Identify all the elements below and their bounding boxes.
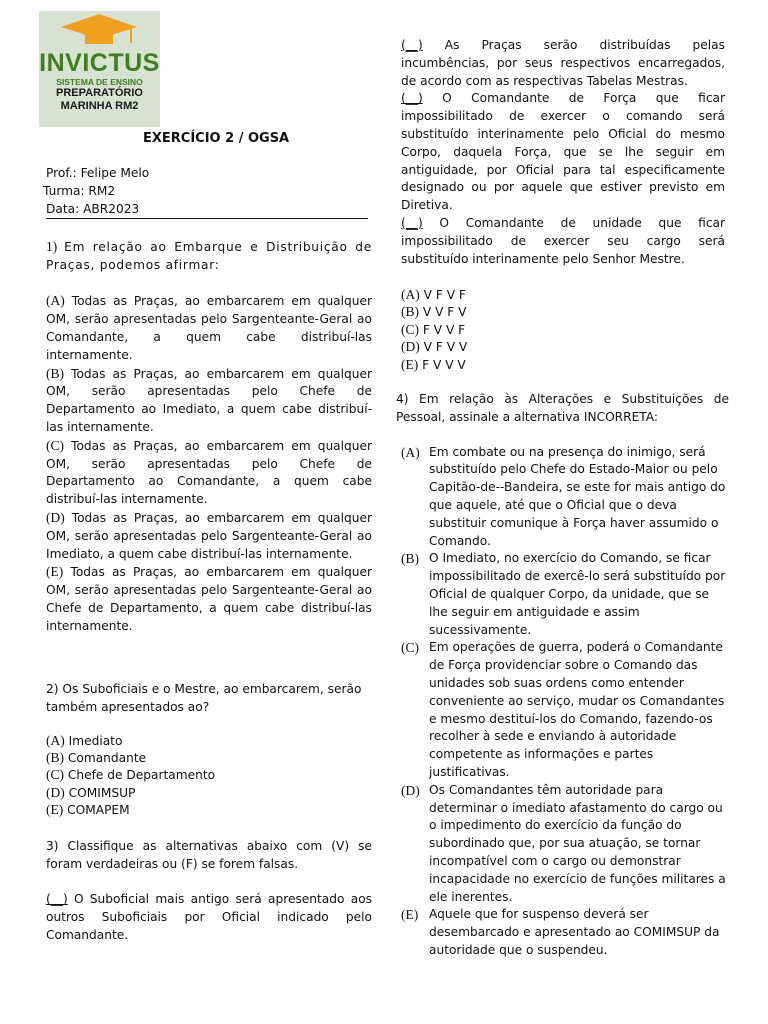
option-letter: (B) [401,551,419,567]
graduation-cap-icon [39,11,160,51]
answer-option[interactable] [46,509,372,563]
question-1-options [46,292,372,635]
answer-option[interactable] [401,321,725,338]
question-3-options-block [401,286,725,373]
question-4-stem: 4) Em relação às Alterações e Substituições de Pessoal, assinale a alternativa INCORRETA: [396,392,729,424]
item-text: O Comandante de Força que ficar impossibilitado de exercer o comando será substituído interinamente pelo Oficial do mesmo Corpo, daquela Força, que se lhe seguir em antiguidade, por Oficial para tal especificamente designado ou por aquele que estiver previsto em Diretiva. [401,91,726,213]
option-text: Todas as Praças, ao embarcarem em qualquer OM, serão apresentadas pelo Chefe de Departamento ao Imediato, a quem cabe distribuí-las internamente. [46,366,372,434]
option-letter: (A) [46,293,65,309]
option-text: F V V F [422,322,466,337]
item-text: O Comandante de unidade que ficar impossibilitado de exercer seu cargo será substituído interinamente pelo Senhor Mestre. [401,215,726,266]
header-info [43,165,372,219]
logo-line3: PREPARATÓRIO [56,87,143,99]
answer-blank[interactable]: (__) [401,91,423,106]
option-text: Todas as Praças, ao embarcarem em qualquer OM, serão apresentadas pelo Sargenteante-Geral ao Comandante, a quem cabe distribuí-las internamente. [46,294,372,362]
item-text: O Suboficial mais antigo será apresentado aos outros Suboficiais por Oficial indicado pelo Comandante. [46,892,372,942]
option-letter: (A) [401,444,420,460]
answer-option[interactable] [46,365,372,437]
invictus-logo [39,11,160,127]
answer-blank[interactable]: (__) [401,38,423,52]
option-text: Em combate ou na presença do inimigo, será substituído pelo Chefe do Estado-Maior ou pelo Capitão-de--Bandeira, se este for mais antigo do que aquele, até que o Oficial que o deva substituir comunique à Força haver assumido o Comando. [429,444,726,548]
answer-option[interactable] [401,639,729,781]
option-letter: (D) [401,339,420,355]
option-text: V V F V [422,305,467,320]
option-letter: (C) [46,767,64,783]
answer-option[interactable] [46,749,372,766]
logo-line4: MARINHA RM2 [60,100,139,112]
question-4-options [396,444,729,960]
option-text: COMIMSUP [68,785,136,800]
answer-option[interactable] [46,437,372,509]
answer-blank[interactable]: (__) [46,892,68,907]
question-3 [46,838,372,945]
logo-name: INVICTUS [39,49,160,77]
answer-option[interactable] [46,292,372,364]
question-number: 1) [46,239,58,254]
question-3-stem: 3) Classifique as alternativas abaixo com (V) se foram verdadeiras ou (F) se forem falsas. [46,839,372,871]
answer-option[interactable] [401,444,729,551]
option-letter: (E) [401,907,419,923]
professor: Prof.: Felipe Melo [46,166,150,180]
option-text: O Imediato, no exercício do Comando, se ficar impossibilitado de exercê-lo será substituído por Oficial de qualquer Corpo, da unidade, que se lhe seguir em antiguidade e assim sucessivamente. [429,551,726,637]
option-text: V F V V [423,340,468,355]
answer-option[interactable] [401,906,729,959]
question-2-stem: 2) Os Suboficiais e o Mestre, ao embarcarem, serão também apresentados ao? [46,682,362,714]
question-3-item [401,215,725,268]
logo-subtitle: SISTEMA DE ENSINO [56,77,143,87]
option-text: F V V V [422,357,466,372]
answer-option[interactable] [46,801,372,818]
question-3-options [401,286,725,373]
option-letter: (C) [46,437,64,453]
option-text: Todas as Praças, ao embarcarem em qualquer OM, serão apresentadas pelo Sargenteante-Geral ao Chefe de Departamento, a quem cabe distribuí-las internamente. [46,565,372,633]
question-3-item [401,90,725,215]
question-text: Em relação ao Embarque e Distribuição de Praças, podemos afirmar: [46,240,372,272]
option-text: Chefe de Departamento [67,768,216,783]
question-2 [46,681,372,819]
answer-option[interactable] [401,338,725,355]
option-letter: (D) [46,784,65,800]
class-name: Turma: RM2 [43,184,116,198]
answer-option[interactable] [46,784,372,801]
option-text: COMAPEM [67,803,130,818]
option-letter: (E) [401,356,419,372]
answer-option[interactable] [46,732,372,749]
option-letter: (E) [46,564,64,580]
option-text: Os Comandantes têm autoridade para determinar o imediato afastamento do cargo ou o impedimento do exercício da função do subordinado que, por sua atuação, se tornar incompatível com o cargo ou demonstrar incapacidade no exercício de funções militares a ele inerentes. [429,782,726,904]
option-text: Imediato [68,733,123,748]
answer-option[interactable] [401,303,725,320]
question-2-options [46,732,372,819]
question-3-continued [401,37,725,268]
option-text: Todas as Praças, ao embarcarem em qualquer OM, serão apresentadas pelo Chefe de Departamento ao Comandante, a quem cabe distribuí-las internamente. [46,438,372,507]
option-text: Comandante [67,750,147,765]
option-text: V F V F [423,288,466,302]
question-1-stem [46,238,372,275]
date-line: Data: ABR2023 [46,201,368,219]
answer-option[interactable] [401,286,725,303]
answer-option[interactable] [46,766,372,783]
option-letter: (D) [401,782,420,798]
item-text: As Praças serão distribuídas pelas incumbências, por seus respectivos encarregados, de acordo com as respectivas Tabelas Mestras. [401,38,725,88]
option-text: Aquele que for suspenso deverá ser desembarcado e apresentado ao COMIMSUP da autoridade que o suspendeu. [429,907,720,957]
page-title: EXERCÍCIO 2 / OGSA [143,131,290,146]
question-3-item [401,37,725,90]
question-4 [396,391,729,960]
option-letter: (A) [46,732,65,748]
option-letter: (E) [46,802,64,818]
option-letter: (B) [46,749,64,765]
option-letter: (B) [401,304,419,320]
option-letter: (B) [46,365,64,381]
answer-blank[interactable]: (__) [401,215,423,230]
option-letter: (C) [401,640,419,656]
question-1 [46,238,372,636]
option-letter: (D) [46,509,65,525]
option-text: Todas as Praças, ao embarcarem em qualquer OM, serão apresentadas pelo Sargenteante-Geral ao Imediato, a quem cabe distribuí-las internamente. [46,510,372,561]
option-letter: (C) [401,321,419,337]
answer-option[interactable] [46,563,372,635]
question-3-item [46,891,372,944]
answer-option[interactable] [401,356,725,373]
answer-option[interactable] [401,550,729,639]
option-letter: (A) [401,287,420,302]
option-text: Em operações de guerra, poderá o Comandante de Força providenciar sobre o Comando das unidades sob suas ordens como entender conveniente ao serviço, mudar os Comandantes e mesmo destituí-los do Comando, fazendo-os recolher à sede e enviando à autoridade competente as informações e partes justificativas. [429,640,725,779]
answer-option[interactable] [401,782,729,907]
